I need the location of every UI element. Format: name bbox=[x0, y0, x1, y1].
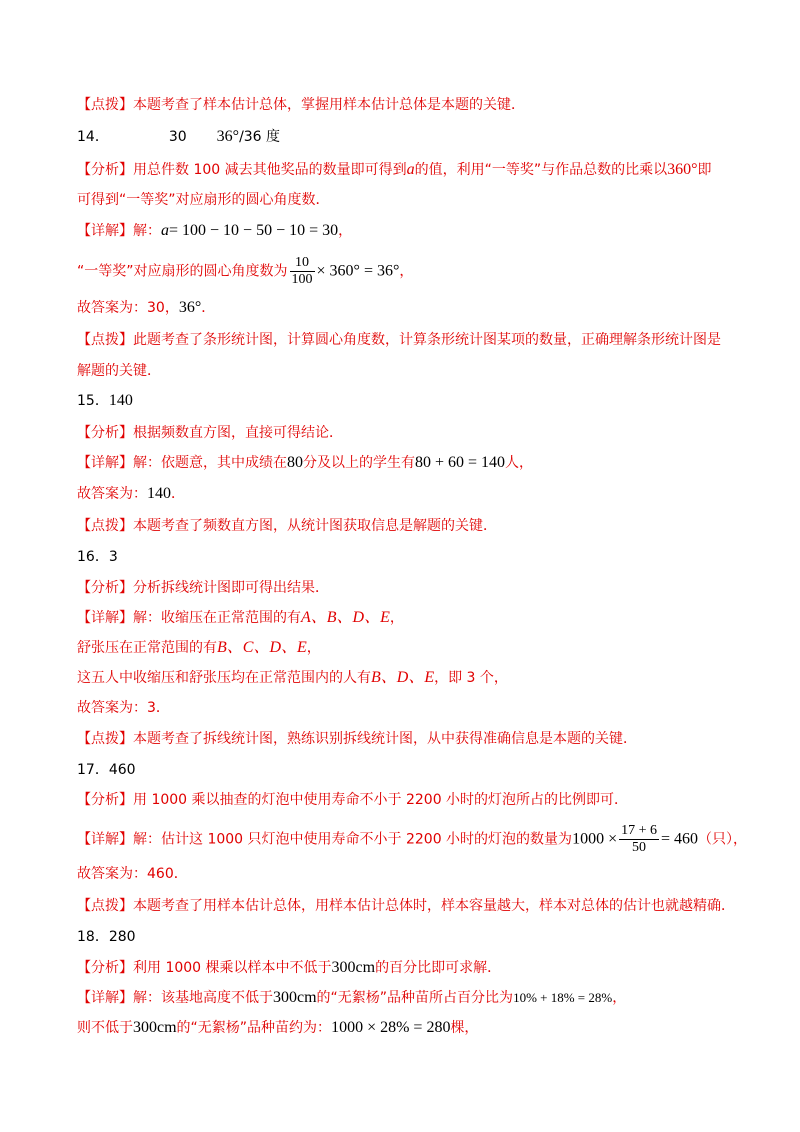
solution-line bbox=[77, 823, 747, 856]
text: 用总件数 100 减去其他奖品的数量即可得到 bbox=[133, 162, 407, 178]
hint-line bbox=[77, 729, 637, 749]
hint-text: 本题考查了用样本估计总体，用样本估计总体时，样本容量越大，样本对总体的估计也就越精确． bbox=[133, 898, 735, 914]
answer-line bbox=[77, 484, 185, 504]
math: 360° bbox=[667, 161, 698, 178]
text: “一等奖”对应扇形的圆心角度数为 bbox=[77, 263, 288, 280]
solution-tag: 【详解】 bbox=[77, 831, 133, 848]
question-number: 15． bbox=[77, 393, 109, 409]
text: ， bbox=[306, 640, 321, 656]
numerator: 17 + 6 bbox=[621, 823, 657, 838]
question-answer: 18．280 bbox=[77, 929, 136, 945]
answer-line bbox=[77, 698, 170, 718]
hint-text: 本题考查了频数直方图，从统计图获取信息是解题的关键． bbox=[133, 518, 497, 534]
analysis-tag: 【分析】 bbox=[77, 425, 133, 441]
text: 人， bbox=[505, 455, 534, 471]
math: 300cm bbox=[273, 989, 317, 1006]
solution-line bbox=[77, 453, 533, 473]
text: 的百分比即可求解． bbox=[375, 960, 502, 976]
hint-line-cont bbox=[77, 361, 161, 381]
solution-tag: 【详解】 bbox=[77, 455, 133, 471]
solution-line bbox=[77, 988, 626, 1008]
solution-tag: 【详解】 bbox=[77, 610, 133, 626]
denominator: 100 bbox=[291, 272, 313, 287]
text: （只）， bbox=[698, 831, 748, 848]
text: 解题的关键． bbox=[77, 363, 161, 379]
math: 80 bbox=[287, 454, 303, 471]
question-14-answer bbox=[77, 127, 280, 147]
question-18-answer bbox=[77, 927, 136, 947]
math: × 360° = 36° bbox=[316, 262, 400, 280]
math-var: B、C、D、E bbox=[217, 639, 307, 656]
text: ， bbox=[612, 990, 627, 1006]
hint-line bbox=[77, 896, 735, 916]
text: ． bbox=[171, 486, 185, 502]
hint-tag: 【点拨】 bbox=[77, 97, 133, 113]
math: 300cm bbox=[331, 959, 376, 976]
question-16-answer bbox=[77, 547, 118, 567]
text: 分析拆线统计图即可得出结果． bbox=[133, 580, 329, 596]
text: 根据频数直方图，直接可得结论． bbox=[133, 425, 343, 441]
text: 分及以上的学生有 bbox=[303, 455, 415, 471]
answer-line bbox=[77, 298, 215, 318]
question-15-answer bbox=[77, 391, 133, 411]
question-17-answer bbox=[77, 760, 136, 780]
text: 故答案为：30， bbox=[77, 300, 179, 316]
solution-tag: 【详解】 bbox=[77, 223, 133, 239]
text: 舒张压在正常范围的有 bbox=[77, 640, 217, 656]
text: 则不低于 bbox=[77, 1020, 133, 1036]
math-var: B、D、E bbox=[371, 669, 435, 686]
hint-tag: 【点拨】 bbox=[77, 898, 133, 914]
text: 解：该基地高度不低于 bbox=[133, 990, 273, 1006]
question-number: 14． bbox=[77, 129, 109, 145]
solution-line bbox=[77, 638, 321, 658]
text: 的值，利用“一等奖”与作品总数的比乘以 bbox=[414, 162, 668, 178]
analysis-line-cont bbox=[77, 190, 330, 210]
answer: 140 bbox=[108, 392, 133, 409]
text: ． bbox=[201, 300, 216, 316]
text: 利用 1000 棵乘以样本中不低于 bbox=[133, 960, 332, 976]
hint-tag: 【点拨】 bbox=[77, 332, 133, 348]
text: 解：依题意，其中成绩在 bbox=[133, 455, 287, 471]
hint-text: 本题考查了拆线统计图，熟练识别拆线统计图，从中获得准确信息是本题的关键． bbox=[133, 731, 637, 747]
fraction bbox=[619, 823, 659, 856]
math-var: a bbox=[406, 161, 415, 178]
math-var: A、B、D、E bbox=[301, 609, 390, 626]
analysis-line bbox=[77, 958, 501, 978]
analysis-line bbox=[77, 790, 628, 810]
text: ， bbox=[399, 263, 414, 280]
text: 的“无絮杨”品种苗所占百分比为 bbox=[316, 990, 514, 1006]
solution-line bbox=[77, 1018, 478, 1038]
math: 80 + 60 = 140 bbox=[415, 454, 506, 471]
fraction bbox=[290, 255, 315, 288]
text: 故答案为： bbox=[77, 486, 147, 502]
text: 的“无絮杨”品种苗约为： bbox=[176, 1020, 332, 1036]
text: ，即 3 个， bbox=[434, 670, 508, 686]
solution-line bbox=[77, 255, 413, 288]
text: 解：收缩压在正常范围的有 bbox=[133, 610, 301, 626]
hint-tag: 【点拨】 bbox=[77, 731, 133, 747]
hint-text: 本题考查了样本估计总体，掌握用样本估计总体是本题的关键． bbox=[133, 97, 525, 113]
math-var: a bbox=[161, 222, 169, 239]
math: 140 bbox=[147, 485, 171, 502]
text: 故答案为：3． bbox=[77, 700, 170, 716]
answer-1: 30 bbox=[168, 129, 187, 145]
text: ， bbox=[338, 223, 353, 239]
text: 解：估计这 1000 只灯泡中使用寿命不小于 2200 小时的灯泡的数量为 bbox=[133, 831, 573, 848]
math: 36° bbox=[178, 299, 202, 316]
question-answer: 16．3 bbox=[77, 549, 118, 565]
math: 1000 × bbox=[572, 830, 618, 848]
analysis-tag: 【分析】 bbox=[77, 580, 133, 596]
solution-line bbox=[77, 608, 404, 628]
text: 这五人中收缩压和舒张压均在正常范围内的人有 bbox=[77, 670, 371, 686]
denominator: 50 bbox=[632, 840, 647, 855]
math: = 100 − 10 − 50 − 10 = 30 bbox=[169, 222, 339, 239]
analysis-line bbox=[77, 578, 329, 598]
text: 可得到“一等奖”对应扇形的圆心角度数． bbox=[77, 192, 330, 208]
answer-3: /36 度 bbox=[239, 129, 281, 145]
answer-line bbox=[77, 864, 188, 884]
analysis-tag: 【分析】 bbox=[77, 792, 133, 808]
math: 10% + 18% = 28% bbox=[513, 990, 613, 1005]
text: 故答案为：460． bbox=[77, 866, 188, 882]
hint-line bbox=[77, 95, 525, 115]
answer-2: 36° bbox=[216, 128, 240, 145]
math: = 460 bbox=[661, 830, 699, 848]
analysis-tag: 【分析】 bbox=[77, 162, 133, 178]
hint-line bbox=[77, 516, 497, 536]
analysis-line bbox=[77, 160, 712, 180]
text: 解： bbox=[133, 223, 161, 239]
analysis-line bbox=[77, 423, 343, 443]
solution-tag: 【详解】 bbox=[77, 990, 133, 1006]
hint-tag: 【点拨】 bbox=[77, 518, 133, 534]
solution-line bbox=[77, 668, 508, 688]
math: 300cm bbox=[133, 1019, 177, 1036]
text: ， bbox=[389, 610, 404, 626]
text: 棵， bbox=[450, 1020, 479, 1036]
question-answer: 17．460 bbox=[77, 762, 136, 778]
text: 用 1000 乘以抽查的灯泡中使用寿命不小于 2200 小时的灯泡所占的比例即可． bbox=[133, 792, 629, 808]
analysis-tag: 【分析】 bbox=[77, 960, 133, 976]
text: 即 bbox=[697, 162, 712, 178]
hint-text: 此题考查了条形统计图，计算圆心角度数，计算条形统计图某项的数量，正确理解条形统计图是 bbox=[133, 332, 721, 348]
hint-line bbox=[77, 330, 721, 350]
math: 1000 × 28% = 280 bbox=[331, 1019, 451, 1036]
solution-line bbox=[77, 221, 352, 241]
numerator: 10 bbox=[290, 255, 315, 272]
